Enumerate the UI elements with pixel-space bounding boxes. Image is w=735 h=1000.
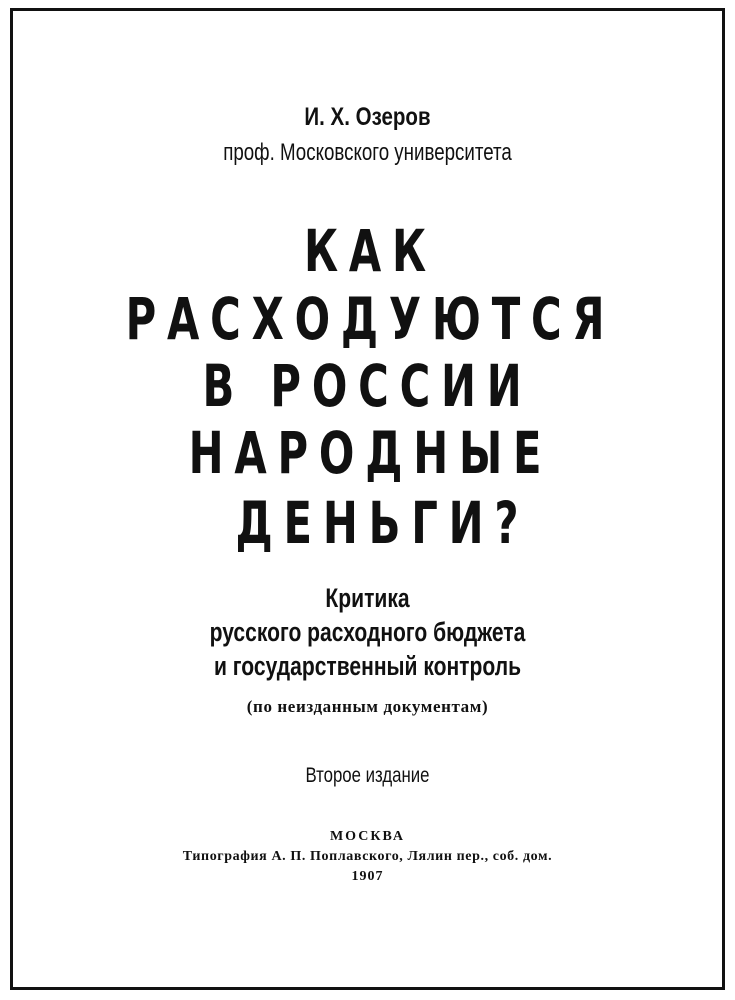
title-line-3: В РОССИИ — [202, 352, 533, 420]
title-line-2: РАСХОДУЮТСЯ — [125, 285, 616, 353]
imprint-city: МОСКВА — [329, 829, 406, 844]
title-line-5: ДЕНЬГИ? — [235, 489, 530, 557]
author-name: И. Х. Озеров — [304, 103, 431, 131]
source-note: (по неизданным документам) — [246, 697, 489, 716]
title-line-1: КАК — [304, 217, 437, 285]
subtitle-line-1: Критика — [325, 583, 410, 613]
imprint-printer: Типография А. П. Поплавского, Лялин пер., соб. дом. — [182, 849, 553, 864]
title-line-4: НАРОДНЫЕ — [188, 419, 553, 487]
author-affiliation: проф. Московского университета — [223, 139, 512, 166]
subtitle-line-3: и государственный контроль — [213, 651, 522, 681]
subtitle-line-2: русского расходного бюджета — [209, 617, 526, 647]
imprint-year: 1907 — [351, 869, 384, 884]
edition-label: Второе издание — [305, 764, 430, 787]
